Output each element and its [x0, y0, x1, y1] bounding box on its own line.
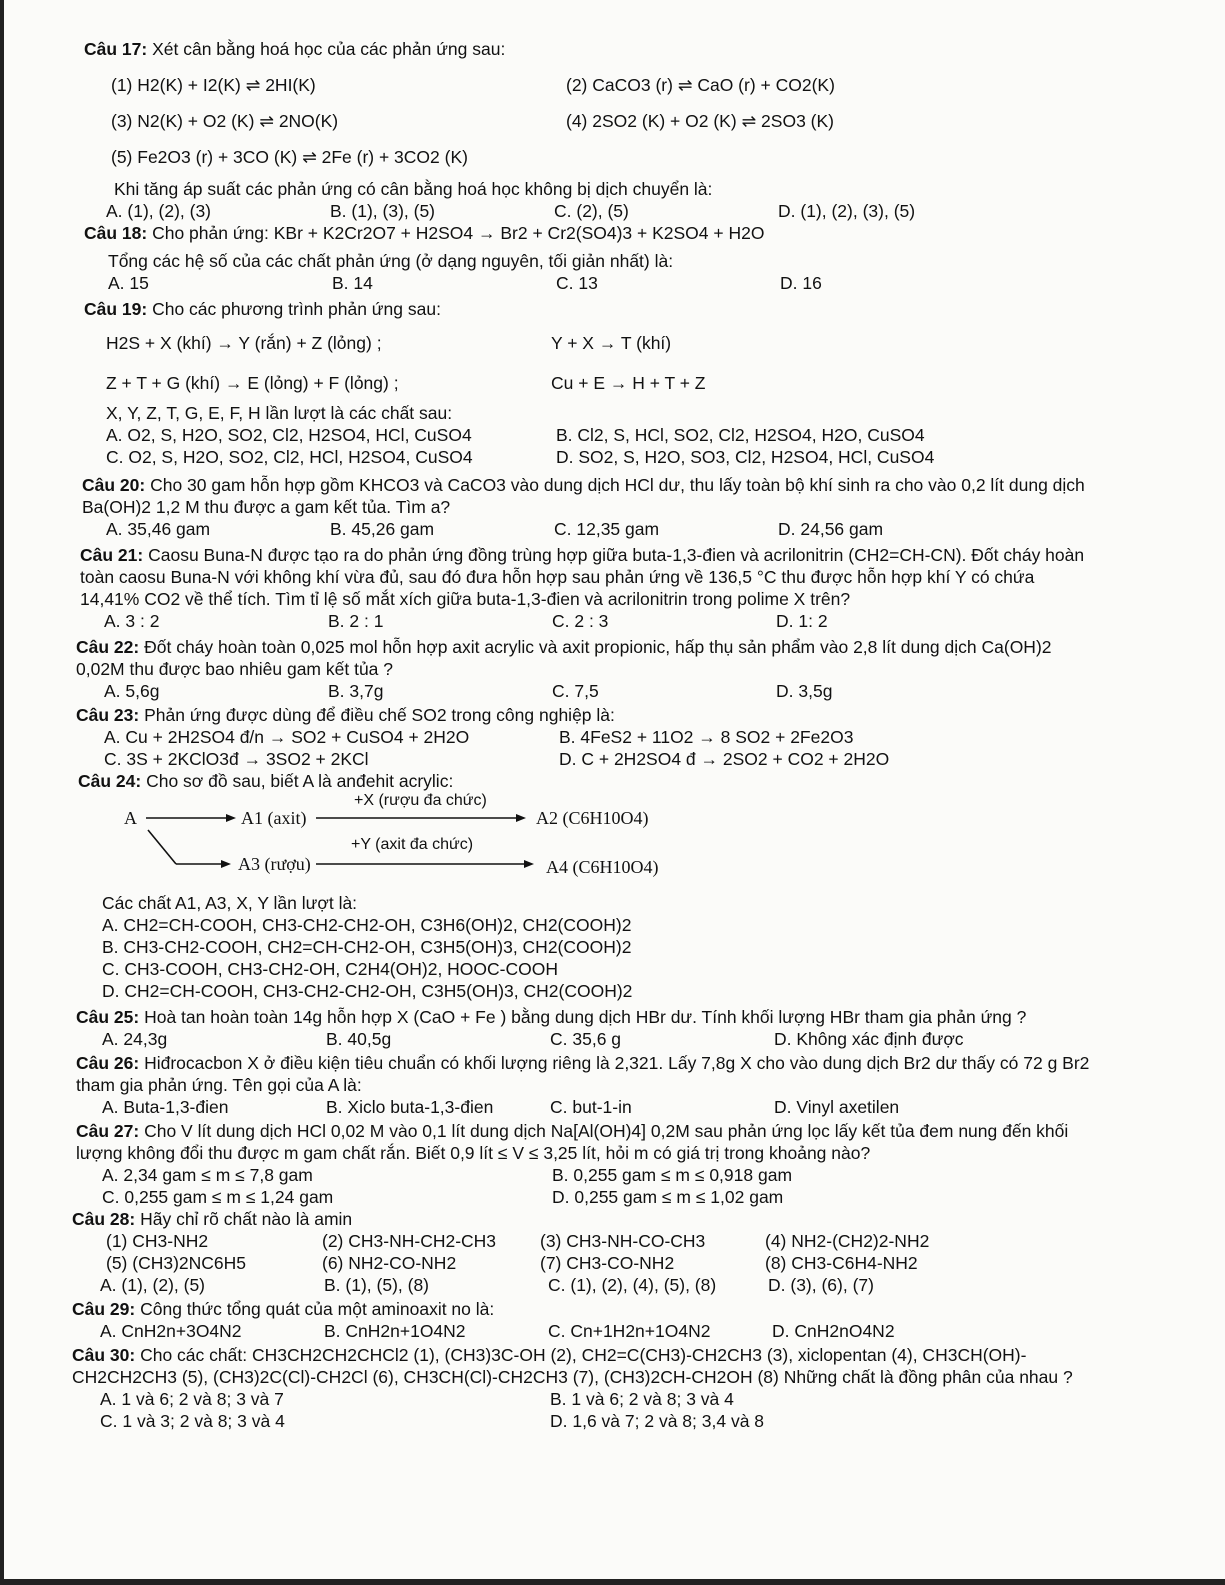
question-stem: Đốt cháy hoàn toàn 0,025 mol hỗn hợp axit acrylic và axit propionic, hấp thụ sản phẩm vào 2,8 lít dung dịch Ca(OH)2 0,02M thu được bao nhiêu gam kết tủa ?	[76, 637, 1052, 679]
answer-options	[76, 610, 1096, 632]
option-c[interactable]: C. 7,5	[552, 681, 599, 701]
option-d[interactable]: D. 16	[780, 273, 822, 293]
option-a[interactable]: A. 3 : 2	[104, 611, 160, 631]
question-number: Câu 17:	[84, 39, 148, 59]
question-stem: Cho 30 gam hỗn hợp gồm KHCO3 và CaCO3 vào dung dịch HCl dư, thu lấy toàn bộ khí sinh ra cho vào 0,2 lít dung dịch Ba(OH)2 1,2 M thu được a gam kết tủa. Tìm a?	[82, 475, 1085, 517]
option-d[interactable]: D. Vinyl axetilen	[774, 1097, 900, 1117]
option-c[interactable]: C. 12,35 gam	[554, 519, 660, 539]
compound-a1: A1 (axit)	[241, 808, 307, 828]
question-stem: Cho V lít dung dịch HCl 0,02 M vào 0,1 lít dung dịch Na[Al(OH)4] 0,2M sau phản ứng lọc lấy kết tủa đem nung đến khối lượng không đổi thu được m gam chất rắn. Biết 0,9 lít ≤ V ≤ 3,25 lít, hỏi m có giá trị trong khoảng nào?	[76, 1121, 1069, 1163]
answer-options-row-1	[76, 726, 1096, 748]
option-b[interactable]: B. CH3-CH2-COOH, CH2=CH-CH2-OH, C3H5(OH)3, CH2(COOH)2	[102, 937, 632, 957]
reaction-4: Cu + E → H + T + Z	[551, 373, 706, 393]
option-a[interactable]: A. O2, S, H2O, SO2, Cl2, H2SO4, HCl, CuSO4	[106, 425, 472, 445]
option-b[interactable]: B. 2 : 1	[328, 611, 384, 631]
option-d[interactable]: D. CnH2nO4N2	[772, 1321, 895, 1341]
option-a[interactable]: A. 35,46 gam	[106, 519, 211, 539]
question-23	[76, 704, 1096, 770]
answer-options	[76, 518, 1096, 540]
question-number: Câu 23:	[76, 705, 140, 725]
exam-page	[72, 38, 1096, 1432]
option-b[interactable]: B. Xiclo buta-1,3-đien	[326, 1097, 494, 1117]
option-b[interactable]: B. 45,26 gam	[330, 519, 435, 539]
option-a[interactable]: A. Cu + 2H2SO4 đ/n → SO2 + CuSO4 + 2H2O	[104, 727, 470, 747]
option-d[interactable]: D. SO2, S, H2O, SO3, Cl2, H2SO4, HCl, CuSO4	[556, 447, 935, 467]
compound-a: A	[124, 808, 137, 828]
answer-options-row-2	[76, 1186, 1096, 1208]
question-22	[76, 636, 1096, 702]
amine-list-row-2	[76, 1252, 1096, 1274]
question-20	[76, 474, 1096, 540]
reaction-5: (5) Fe2O3 (r) + 3CO (K) ⇌ 2Fe (r) + 3CO2 (K)	[111, 147, 468, 167]
option-c[interactable]: C. CH3-COOH, CH3-CH2-OH, C2H4(OH)2, HOOC-COOH	[102, 959, 558, 979]
compound-a2: A2 (C6H10O4)	[536, 808, 649, 828]
question-prompt: X, Y, Z, T, G, E, F, H lần lượt là các chất sau:	[106, 403, 453, 423]
option-b[interactable]: B. 0,255 gam ≤ m ≤ 0,918 gam	[552, 1165, 793, 1185]
question-24	[76, 770, 1096, 1002]
answer-options-row-2	[76, 446, 1096, 468]
question-stem: Công thức tổng quát của một aminoaxit no là:	[140, 1299, 495, 1319]
option-d[interactable]: D. C + 2H2SO4 đ → 2SO2 + CO2 + 2H2O	[559, 749, 890, 769]
option-a[interactable]: A. 2,34 gam ≤ m ≤ 7,8 gam	[102, 1165, 313, 1185]
question-stem: Cho các phương trình phản ứng sau:	[152, 299, 441, 319]
answer-options	[76, 680, 1096, 702]
option-b[interactable]: B. 3,7g	[328, 681, 384, 701]
question-number: Câu 26:	[76, 1053, 140, 1073]
option-a[interactable]: A. CH2=CH-COOH, CH3-CH2-CH2-OH, C3H6(OH)2, CH2(COOH)2	[102, 915, 632, 935]
answer-options-row-1	[76, 1388, 1096, 1410]
option-a[interactable]: A. 1 và 6; 2 và 8; 3 và 7	[100, 1389, 284, 1409]
answer-options	[76, 200, 1096, 222]
option-c[interactable]: C. Cn+1H2n+1O4N2	[548, 1321, 711, 1341]
option-a[interactable]: A. 24,3g	[102, 1029, 168, 1049]
option-a[interactable]: A. 5,6g	[104, 681, 160, 701]
option-a[interactable]: A. 15	[108, 273, 149, 293]
option-c[interactable]: C. (2), (5)	[554, 201, 629, 221]
amine-item-5: (5) (CH3)2NC6H5	[106, 1253, 247, 1273]
option-c[interactable]: C. 35,6 g	[550, 1029, 622, 1049]
question-prompt: Khi tăng áp suất các phản ứng có cân bằng hoá học không bị dịch chuyển là:	[114, 179, 713, 199]
question-stem: Caosu Buna-N được tạo ra do phản ứng đồng trùng hợp giữa buta-1,3-đien và acrilonitrin (CH2=CH-CN). Đốt cháy hoàn toàn caosu Buna-N với không khí vừa đủ, sau đó đưa hỗn hợp sau phản ứng về 136,5 °C thu được hỗn hợp khí Y có chứa 14,41% CO2 về thể tích. Tìm tỉ lệ số mắt xích giữa buta-1,3-đien và acrilonitrin trong polime X trên?	[80, 545, 1085, 609]
option-b[interactable]: B. 4FeS2 + 11O2 → 8 SO2 + 2Fe2O3	[559, 727, 854, 747]
option-c[interactable]: C. O2, S, H2O, SO2, Cl2, HCl, H2SO4, CuSO4	[106, 447, 473, 467]
question-number: Câu 22:	[76, 637, 140, 657]
amine-item-3: (3) CH3-NH-CO-CH3	[540, 1231, 706, 1251]
answer-options-row-1	[76, 424, 1096, 446]
option-d[interactable]: D. (1), (2), (3), (5)	[778, 201, 916, 221]
amine-item-6: (6) NH2-CO-NH2	[322, 1253, 457, 1273]
option-b[interactable]: B. 40,5g	[326, 1029, 392, 1049]
question-18	[76, 222, 1096, 294]
reaction-1: (1) H2(K) + I2(K) ⇌ 2HI(K)	[111, 75, 316, 95]
question-stem: Phản ứng được dùng để điều chế SO2 trong công nghiệp là:	[144, 705, 615, 725]
question-number: Câu 21:	[80, 545, 144, 565]
amine-item-8: (8) CH3-C6H4-NH2	[765, 1253, 918, 1273]
answer-options-row-2	[76, 1410, 1096, 1432]
arrow-head	[516, 814, 526, 822]
option-c[interactable]: C. 0,255 gam ≤ m ≤ 1,24 gam	[102, 1187, 334, 1207]
option-d[interactable]: D. (3), (6), (7)	[768, 1275, 874, 1295]
answer-options	[76, 1028, 1096, 1050]
reaction-1: H2S + X (khí) → Y (rắn) + Z (lỏng) ;	[106, 333, 382, 353]
question-19	[76, 298, 1096, 468]
option-b[interactable]: B. 14	[332, 273, 373, 293]
option-c[interactable]: C. (1), (2), (4), (5), (8)	[548, 1275, 717, 1295]
option-c[interactable]: C. but-1-in	[550, 1097, 632, 1117]
option-b[interactable]: B. CnH2n+1O4N2	[324, 1321, 466, 1341]
option-c[interactable]: C. 3S + 2KClO3đ → 3SO2 + 2KCl	[104, 749, 369, 769]
answer-options	[76, 1320, 1096, 1342]
reagent-x: +X (rượu đa chức)	[354, 792, 487, 809]
option-d[interactable]: D. Không xác định được	[774, 1029, 964, 1049]
question-30	[72, 1344, 1096, 1432]
question-prompt: Các chất A1, A3, X, Y lần lượt là:	[102, 893, 358, 913]
question-stem: Cho các chất: CH3CH2CH2CHCl2 (1), (CH3)3C-OH (2), CH2=C(CH3)-CH2CH3 (3), xiclopentan (4), CH3CH(OH)-CH2CH2CH3 (5), (CH3)2C(Cl)-CH2Cl (6), CH3CH(Cl)-CH2CH3 (7), (CH3)2CH-CH2OH (8) Những chất là đồng phân của nhau ?	[72, 1345, 1073, 1387]
amine-item-7: (7) CH3-CO-NH2	[540, 1253, 675, 1273]
reaction-3: Z + T + G (khí) → E (lỏng) + F (lỏng) ;	[106, 373, 399, 393]
option-d[interactable]: D. 3,5g	[776, 681, 833, 701]
question-29	[72, 1298, 1096, 1342]
option-b[interactable]: B. 1 và 6; 2 và 8; 3 và 4	[550, 1389, 734, 1409]
option-c[interactable]: C. 2 : 3	[552, 611, 609, 631]
arrow-head	[221, 860, 231, 868]
question-stem: Xét cân bằng hoá học của các phản ứng sau:	[152, 39, 506, 59]
reaction-4: (4) 2SO2 (K) + O2 (K) ⇌ 2SO3 (K)	[566, 111, 834, 131]
compound-a3: A3 (rượu)	[238, 854, 311, 874]
option-b[interactable]: B. (1), (5), (8)	[324, 1275, 430, 1295]
option-c[interactable]: C. 1 và 3; 2 và 8; 3 và 4	[100, 1411, 285, 1431]
option-b[interactable]: B. (1), (3), (5)	[330, 201, 436, 221]
option-a[interactable]: A. (1), (2), (3)	[106, 201, 212, 221]
amine-list-row-1	[76, 1230, 1096, 1252]
question-stem: Hiđrocacbon X ở điều kiện tiêu chuẩn có khối lượng riêng là 2,321. Lấy 7,8g X cho vào dung dịch Br2 dư thấy có 72 g Br2 tham gia phản ứng. Tên gọi của A là:	[76, 1053, 1090, 1095]
option-d[interactable]: D. CH2=CH-COOH, CH3-CH2-CH2-OH, C3H5(OH)3, CH2(COOH)2	[102, 981, 633, 1001]
option-a[interactable]: A. CnH2n+3O4N2	[100, 1321, 242, 1341]
answer-options	[76, 1274, 1096, 1296]
question-number: Câu 19:	[84, 299, 148, 319]
question-25	[76, 1006, 1096, 1050]
question-27	[76, 1120, 1096, 1208]
question-28	[72, 1208, 1096, 1296]
answer-options-row-2	[76, 748, 1096, 770]
option-a[interactable]: A. (1), (2), (5)	[100, 1275, 206, 1295]
question-stem: Hoà tan hoàn toàn 14g hỗn hợp X (CaO + Fe ) bằng dung dịch HBr dư. Tính khối lượng HBr tham gia phản ứng ?	[144, 1007, 1027, 1027]
reagent-y: +Y (axit đa chức)	[351, 836, 474, 853]
reaction-3: (3) N2(K) + O2 (K) ⇌ 2NO(K)	[111, 111, 339, 131]
amine-item-4: (4) NH2-(CH2)2-NH2	[765, 1231, 930, 1251]
reaction-2: Y + X → T (khí)	[551, 333, 672, 353]
page-edge-bottom	[0, 1579, 1225, 1585]
question-stem: Hãy chỉ rõ chất nào là amin	[140, 1209, 353, 1229]
option-d[interactable]: D. 1,6 và 7; 2 và 8; 3,4 và 8	[550, 1411, 765, 1431]
arrow-head	[524, 860, 534, 868]
compound-a4: A4 (C6H10O4)	[546, 857, 659, 877]
question-stem: Cho sơ đồ sau, biết A là anđehit acrylic:	[146, 771, 454, 791]
question-number: Câu 20:	[82, 475, 146, 495]
option-c[interactable]: C. 13	[556, 273, 598, 293]
amine-item-2: (2) CH3-NH-CH2-CH3	[322, 1231, 497, 1251]
option-a[interactable]: A. Buta-1,3-đien	[102, 1097, 229, 1117]
question-number: Câu 28:	[72, 1209, 136, 1229]
question-prompt: Tổng các hệ số của các chất phản ứng (ở dạng nguyên, tối giản nhất) là:	[108, 251, 674, 271]
question-21	[76, 544, 1096, 632]
arrow-head	[226, 814, 236, 822]
question-number: Câu 27:	[76, 1121, 140, 1141]
question-number: Câu 30:	[72, 1345, 136, 1365]
option-b[interactable]: B. Cl2, S, HCl, SO2, Cl2, H2SO4, H2O, CuSO4	[556, 425, 925, 445]
amine-item-1: (1) CH3-NH2	[106, 1231, 209, 1251]
question-number: Câu 29:	[72, 1299, 136, 1319]
reaction-scheme	[76, 792, 1096, 888]
question-number: Câu 18:	[84, 223, 148, 243]
arrow-a-branch	[148, 830, 176, 864]
question-17	[76, 38, 1096, 222]
question-stem: Cho phản ứng: KBr + K2Cr2O7 + H2SO4 → Br2 + Cr2(SO4)3 + K2SO4 + H2O	[152, 223, 765, 243]
option-d[interactable]: D. 24,56 gam	[778, 519, 884, 539]
answer-options	[76, 272, 1096, 294]
reaction-2: (2) CaCO3 (r) ⇌ CaO (r) + CO2(K)	[566, 75, 835, 95]
page-edge-left	[0, 0, 4, 1585]
question-number: Câu 24:	[78, 771, 142, 791]
answer-options	[76, 1096, 1096, 1118]
option-d[interactable]: D. 1: 2	[776, 611, 828, 631]
option-d[interactable]: D. 0,255 gam ≤ m ≤ 1,02 gam	[552, 1187, 784, 1207]
answer-options-row-1	[76, 1164, 1096, 1186]
question-number: Câu 25:	[76, 1007, 140, 1027]
question-26	[76, 1052, 1096, 1118]
